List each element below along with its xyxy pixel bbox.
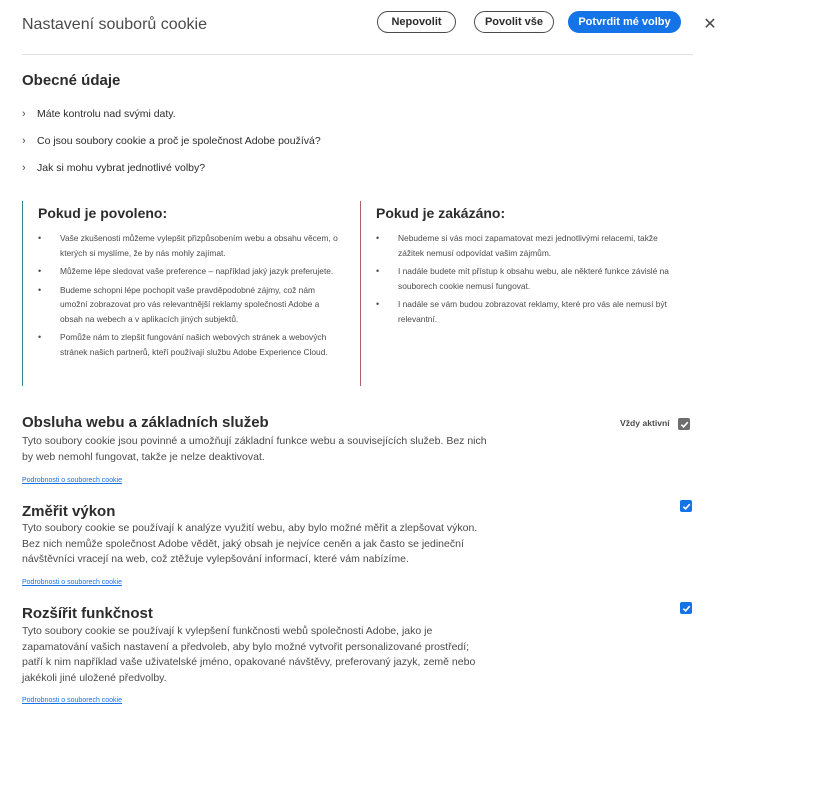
list-item: • Budeme schopni lépe pochopit vaše pravděpodobné zájmy, což nám umožní zobrazovat pro vás relevantnější reklamy společnosti Adobe a obsah na webech a v aplikacích jiných subjektů. [38,283,343,327]
functionality-section-title: Rozšířit funkčnost [22,605,153,622]
list-item: • Pomůže nám to zlepšit fungování našich webových stránek a webových stránek našich partnerů, kteří používají službu Adobe Experience Cloud. [38,330,343,359]
if-enabled-title: Pokud je povoleno: [38,205,168,221]
functionality-cookie-details-link[interactable]: Podrobnosti o souborech cookie [22,697,123,704]
confirm-choices-button[interactable]: Potvrdit mé volby [568,11,681,33]
list-item: • Nebudeme si vás moci zapamatovat mezi jednotlivými relacemi, takže zážitek nemusí odpovídat vašim zájmům. [376,231,681,260]
essential-checkbox [678,418,690,430]
list-item: • I nadále se vám budou zobrazovat reklamy, které pro vás ale nemusí být relevantní. [376,297,681,326]
chevron-right-icon: › [22,162,26,174]
faq-item-label: Jak si mohu vybrat jednotlivé volby? [37,162,206,174]
dialog-header [22,0,693,55]
if-enabled-panel [22,201,347,386]
faq-item-data-control[interactable] [22,108,176,120]
always-active-label: Vždy aktivní [620,418,670,428]
performance-section-title: Změřit výkon [22,503,116,520]
performance-checkbox[interactable] [680,500,692,512]
chevron-right-icon: › [22,108,26,120]
checkmark-icon [680,420,689,429]
faq-item-how-to-choose[interactable] [22,162,205,174]
functionality-section-description: Tyto soubory cookie se používají k vylepšení funkčnosti webů společnosti Adobe, jako je zapamatování vašich nastavení a předvoleb, aby bylo možné vytvořit personalizované prostředí; patří k nim například vaše uživatelské jméno, opakované návštěvy, preferovaný jazyk, země nebo jakékoli jiné uložené předvolby. [22,625,476,684]
checkmark-icon [682,502,691,511]
if-disabled-panel [360,201,690,386]
essential-section-title: Obsluha webu a základních služeb [22,414,269,431]
faq-item-what-are-cookies[interactable] [22,135,321,147]
close-icon[interactable]: ✕ [703,16,717,33]
functionality-checkbox[interactable] [680,602,692,614]
allow-all-button[interactable]: Povolit vše [474,11,554,33]
essential-section-description: Tyto soubory cookie jsou povinné a umožňují základní funkce webu a souvisejících služeb. Bez nich by web nemohl fungovat, takže je nelze deaktivovat. [22,435,487,463]
essential-cookie-details-link[interactable]: Podrobnosti o souborech cookie [22,477,123,484]
if-disabled-title: Pokud je zakázáno: [376,205,506,221]
performance-section-description: Tyto soubory cookie se používají k analýze využití webu, aby bylo možné měřit a zlepšovat výkon. Bez nich nemůže společnost Adobe vědět, jaký obsah je nejvíce ceněn a jak často se jedineční návštěvníci vracejí na web, což ztěžuje vylepšování informací, které vám nabízíme. [22,522,478,565]
chevron-right-icon: › [22,135,26,147]
dialog-title: Nastavení souborů cookie [22,16,207,33]
if-enabled-list [38,231,343,363]
list-item: • Můžeme lépe sledovat vaše preference – například jaký jazyk preferujete. [38,264,343,279]
list-item: • I nadále budete mít přístup k obsahu webu, ale některé funkce závislé na souborech cookie nemusí fungovat. [376,264,681,293]
list-item: • Vaše zkušenosti můžeme vylepšit přizpůsobením webu a obsahu věcem, o kterých si myslíme, že by nás mohly zajímat. [38,231,343,260]
checkmark-icon [682,604,691,613]
faq-item-label: Co jsou soubory cookie a proč je společnost Adobe používá? [37,135,321,147]
performance-cookie-details-link[interactable]: Podrobnosti o souborech cookie [22,579,123,586]
if-disabled-list [376,231,681,330]
deny-button[interactable]: Nepovolit [377,11,456,33]
general-info-heading: Obecné údaje [22,72,121,89]
faq-item-label: Máte kontrolu nad svými daty. [37,108,176,120]
